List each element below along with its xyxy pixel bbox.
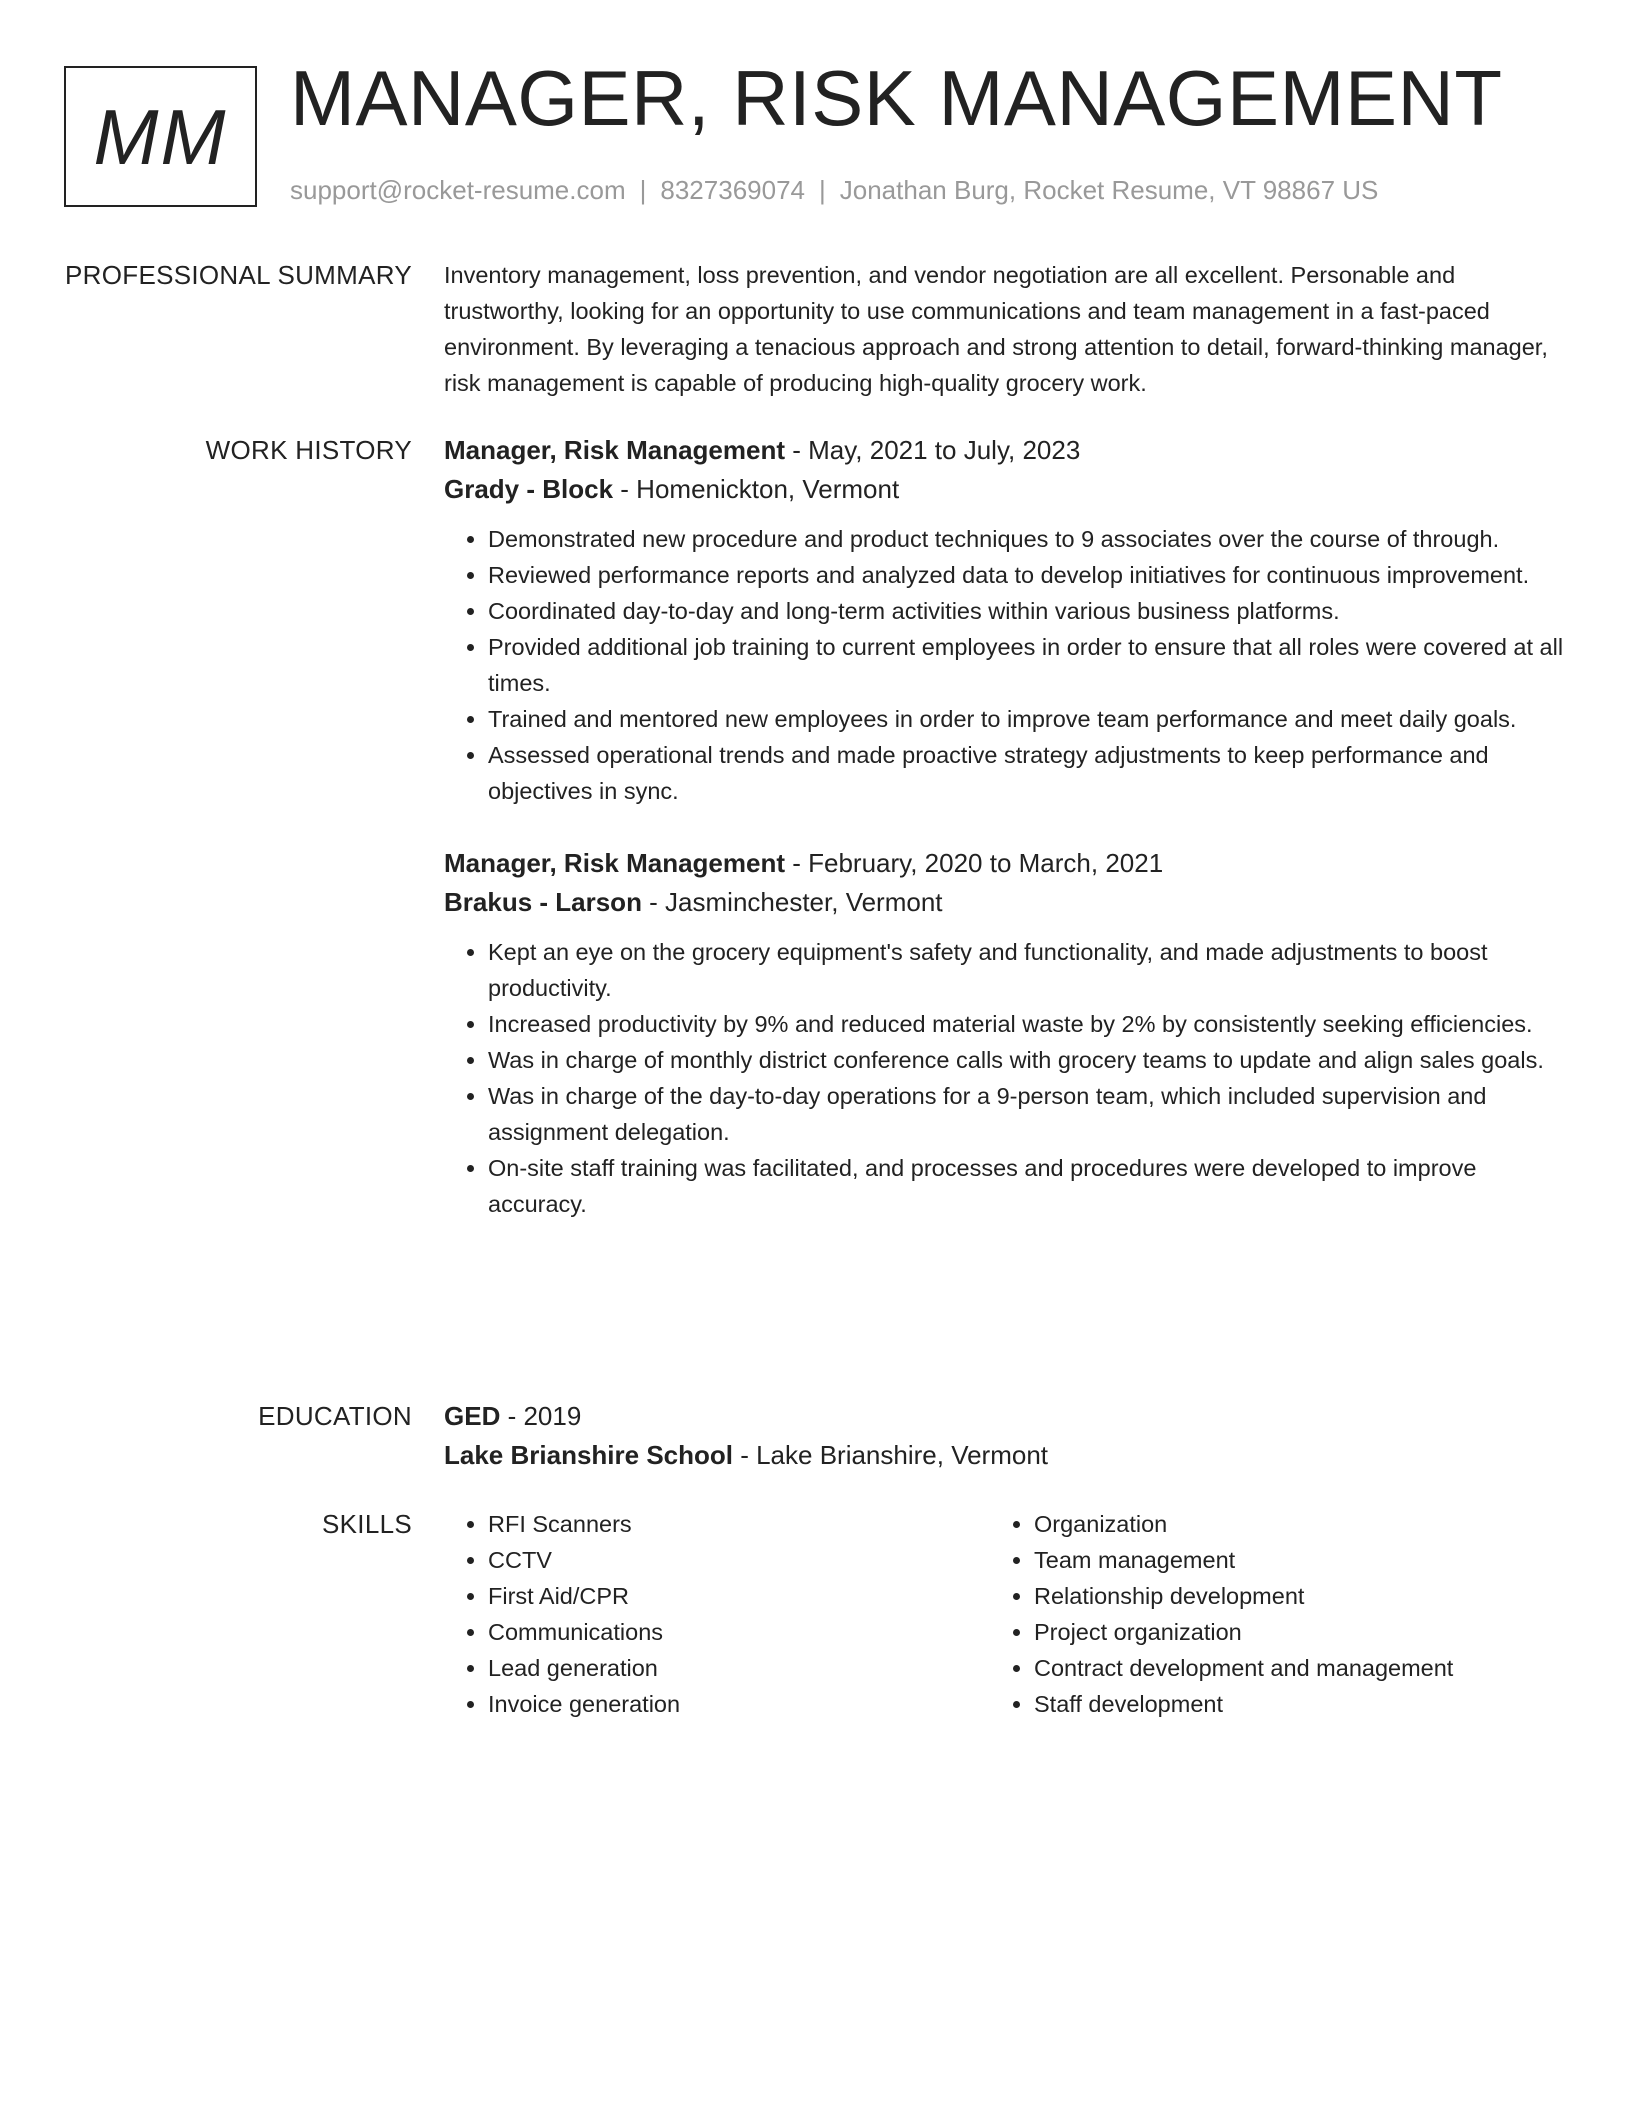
job-location: - Homenickton, Vermont bbox=[613, 474, 900, 504]
education-body bbox=[444, 1398, 1564, 1473]
job-entry bbox=[444, 432, 1564, 809]
summary-body bbox=[444, 257, 1564, 401]
job-company: Brakus - Larson bbox=[444, 887, 642, 917]
section-label-skills: SKILLS bbox=[322, 1509, 412, 1539]
skill-item: • Team management bbox=[1034, 1542, 1536, 1578]
contact-phone: 8327369074 bbox=[660, 175, 805, 205]
skill-item: • Project organization bbox=[1034, 1614, 1536, 1650]
job-bullet: • Increased productivity by 9% and reduced material waste by 2% by consistently seeking efficiencies. bbox=[488, 1006, 1564, 1042]
skill-item: • Contract development and management bbox=[1034, 1650, 1536, 1686]
job-title: Manager, Risk Management bbox=[444, 435, 785, 465]
job-bullet: • Provided additional job training to current employees in order to ensure that all roles were covered at all times. bbox=[488, 629, 1564, 701]
job-bullet: • Assessed operational trends and made proactive strategy adjustments to keep performance and objectives in sync. bbox=[488, 737, 1564, 809]
education-school-line bbox=[444, 1437, 1564, 1473]
monogram-box bbox=[64, 66, 257, 207]
education-location: - Lake Brianshire, Vermont bbox=[732, 1440, 1049, 1470]
skill-item: • Invoice generation bbox=[488, 1686, 990, 1722]
skill-item: • Lead generation bbox=[488, 1650, 990, 1686]
job-title-line bbox=[444, 432, 1564, 468]
job-company-line bbox=[444, 884, 1564, 920]
skill-item: • Relationship development bbox=[1034, 1578, 1536, 1614]
job-title-line bbox=[444, 845, 1564, 881]
work-history-body bbox=[444, 432, 1564, 1222]
skills-list-left bbox=[444, 1506, 990, 1722]
job-bullet: • Reviewed performance reports and analyzed data to develop initiatives for continuous improvement. bbox=[488, 557, 1564, 593]
contact-email: support@rocket-resume.com bbox=[290, 175, 626, 205]
skills-list-right bbox=[990, 1506, 1536, 1722]
job-bullet: • Was in charge of the day-to-day operations for a 9-person team, which included supervision and assignment delegation. bbox=[488, 1078, 1564, 1150]
education-school: Lake Brianshire School bbox=[444, 1440, 733, 1470]
resume-title: MANAGER, RISK MANAGEMENT bbox=[290, 54, 1503, 142]
job-company: Grady - Block bbox=[444, 474, 614, 504]
job-company-line bbox=[444, 471, 1564, 507]
job-title: Manager, Risk Management bbox=[444, 848, 785, 878]
skill-item: • RFI Scanners bbox=[488, 1506, 990, 1542]
job-entry bbox=[444, 845, 1564, 1222]
contact-line bbox=[290, 172, 1378, 208]
contact-separator: | bbox=[819, 175, 826, 205]
job-bullet: • On-site staff training was facilitated, and processes and procedures were developed to improve accuracy. bbox=[488, 1150, 1564, 1222]
job-bullet: • Trained and mentored new employees in order to improve team performance and meet daily goals. bbox=[488, 701, 1564, 737]
job-dates: - February, 2020 to March, 2021 bbox=[785, 848, 1164, 878]
skill-item: • First Aid/CPR bbox=[488, 1578, 990, 1614]
skills-body bbox=[444, 1506, 1564, 1722]
job-bullet: • Kept an eye on the grocery equipment's safety and functionality, and made adjustments to boost productivity. bbox=[488, 934, 1564, 1006]
monogram-initials: MM bbox=[93, 92, 228, 181]
job-bullet: • Demonstrated new procedure and product techniques to 9 associates over the course of through. bbox=[488, 521, 1564, 557]
contact-address: Jonathan Burg, Rocket Resume, VT 98867 US bbox=[839, 175, 1379, 205]
skill-item: • Communications bbox=[488, 1614, 990, 1650]
skill-item: • Staff development bbox=[1034, 1686, 1536, 1722]
contact-separator: | bbox=[639, 175, 647, 205]
education-degree: GED bbox=[444, 1401, 501, 1431]
summary-text: Inventory management, loss prevention, and vendor negotiation are all excellent. Personable and trustworthy, looking for an opportunity to use communications and team management in a fast-paced environment. By leveraging a tenacious approach and strong attention to detail, forward-thinking manager, risk management is capable of producing high-quality grocery work. bbox=[444, 262, 1548, 396]
job-dates: - May, 2021 to July, 2023 bbox=[785, 435, 1081, 465]
job-bullet: • Was in charge of monthly district conference calls with grocery teams to update and align sales goals. bbox=[488, 1042, 1564, 1078]
education-degree-line bbox=[444, 1398, 1564, 1434]
skills-column-left bbox=[444, 1506, 990, 1722]
section-label-work-history: WORK HISTORY bbox=[205, 435, 412, 465]
education-year: - 2019 bbox=[500, 1401, 582, 1431]
section-label-education: EDUCATION bbox=[258, 1401, 412, 1431]
job-bullets bbox=[444, 934, 1564, 1222]
skills-columns bbox=[444, 1506, 1564, 1722]
job-bullets bbox=[444, 521, 1564, 809]
job-bullet: • Coordinated day-to-day and long-term activities within various business platforms. bbox=[488, 593, 1564, 629]
skill-item: • CCTV bbox=[488, 1542, 990, 1578]
job-location: - Jasminchester, Vermont bbox=[641, 887, 943, 917]
skills-column-right bbox=[990, 1506, 1536, 1722]
skill-item: • Organization bbox=[1034, 1506, 1536, 1542]
section-label-summary: PROFESSIONAL SUMMARY bbox=[65, 260, 412, 290]
